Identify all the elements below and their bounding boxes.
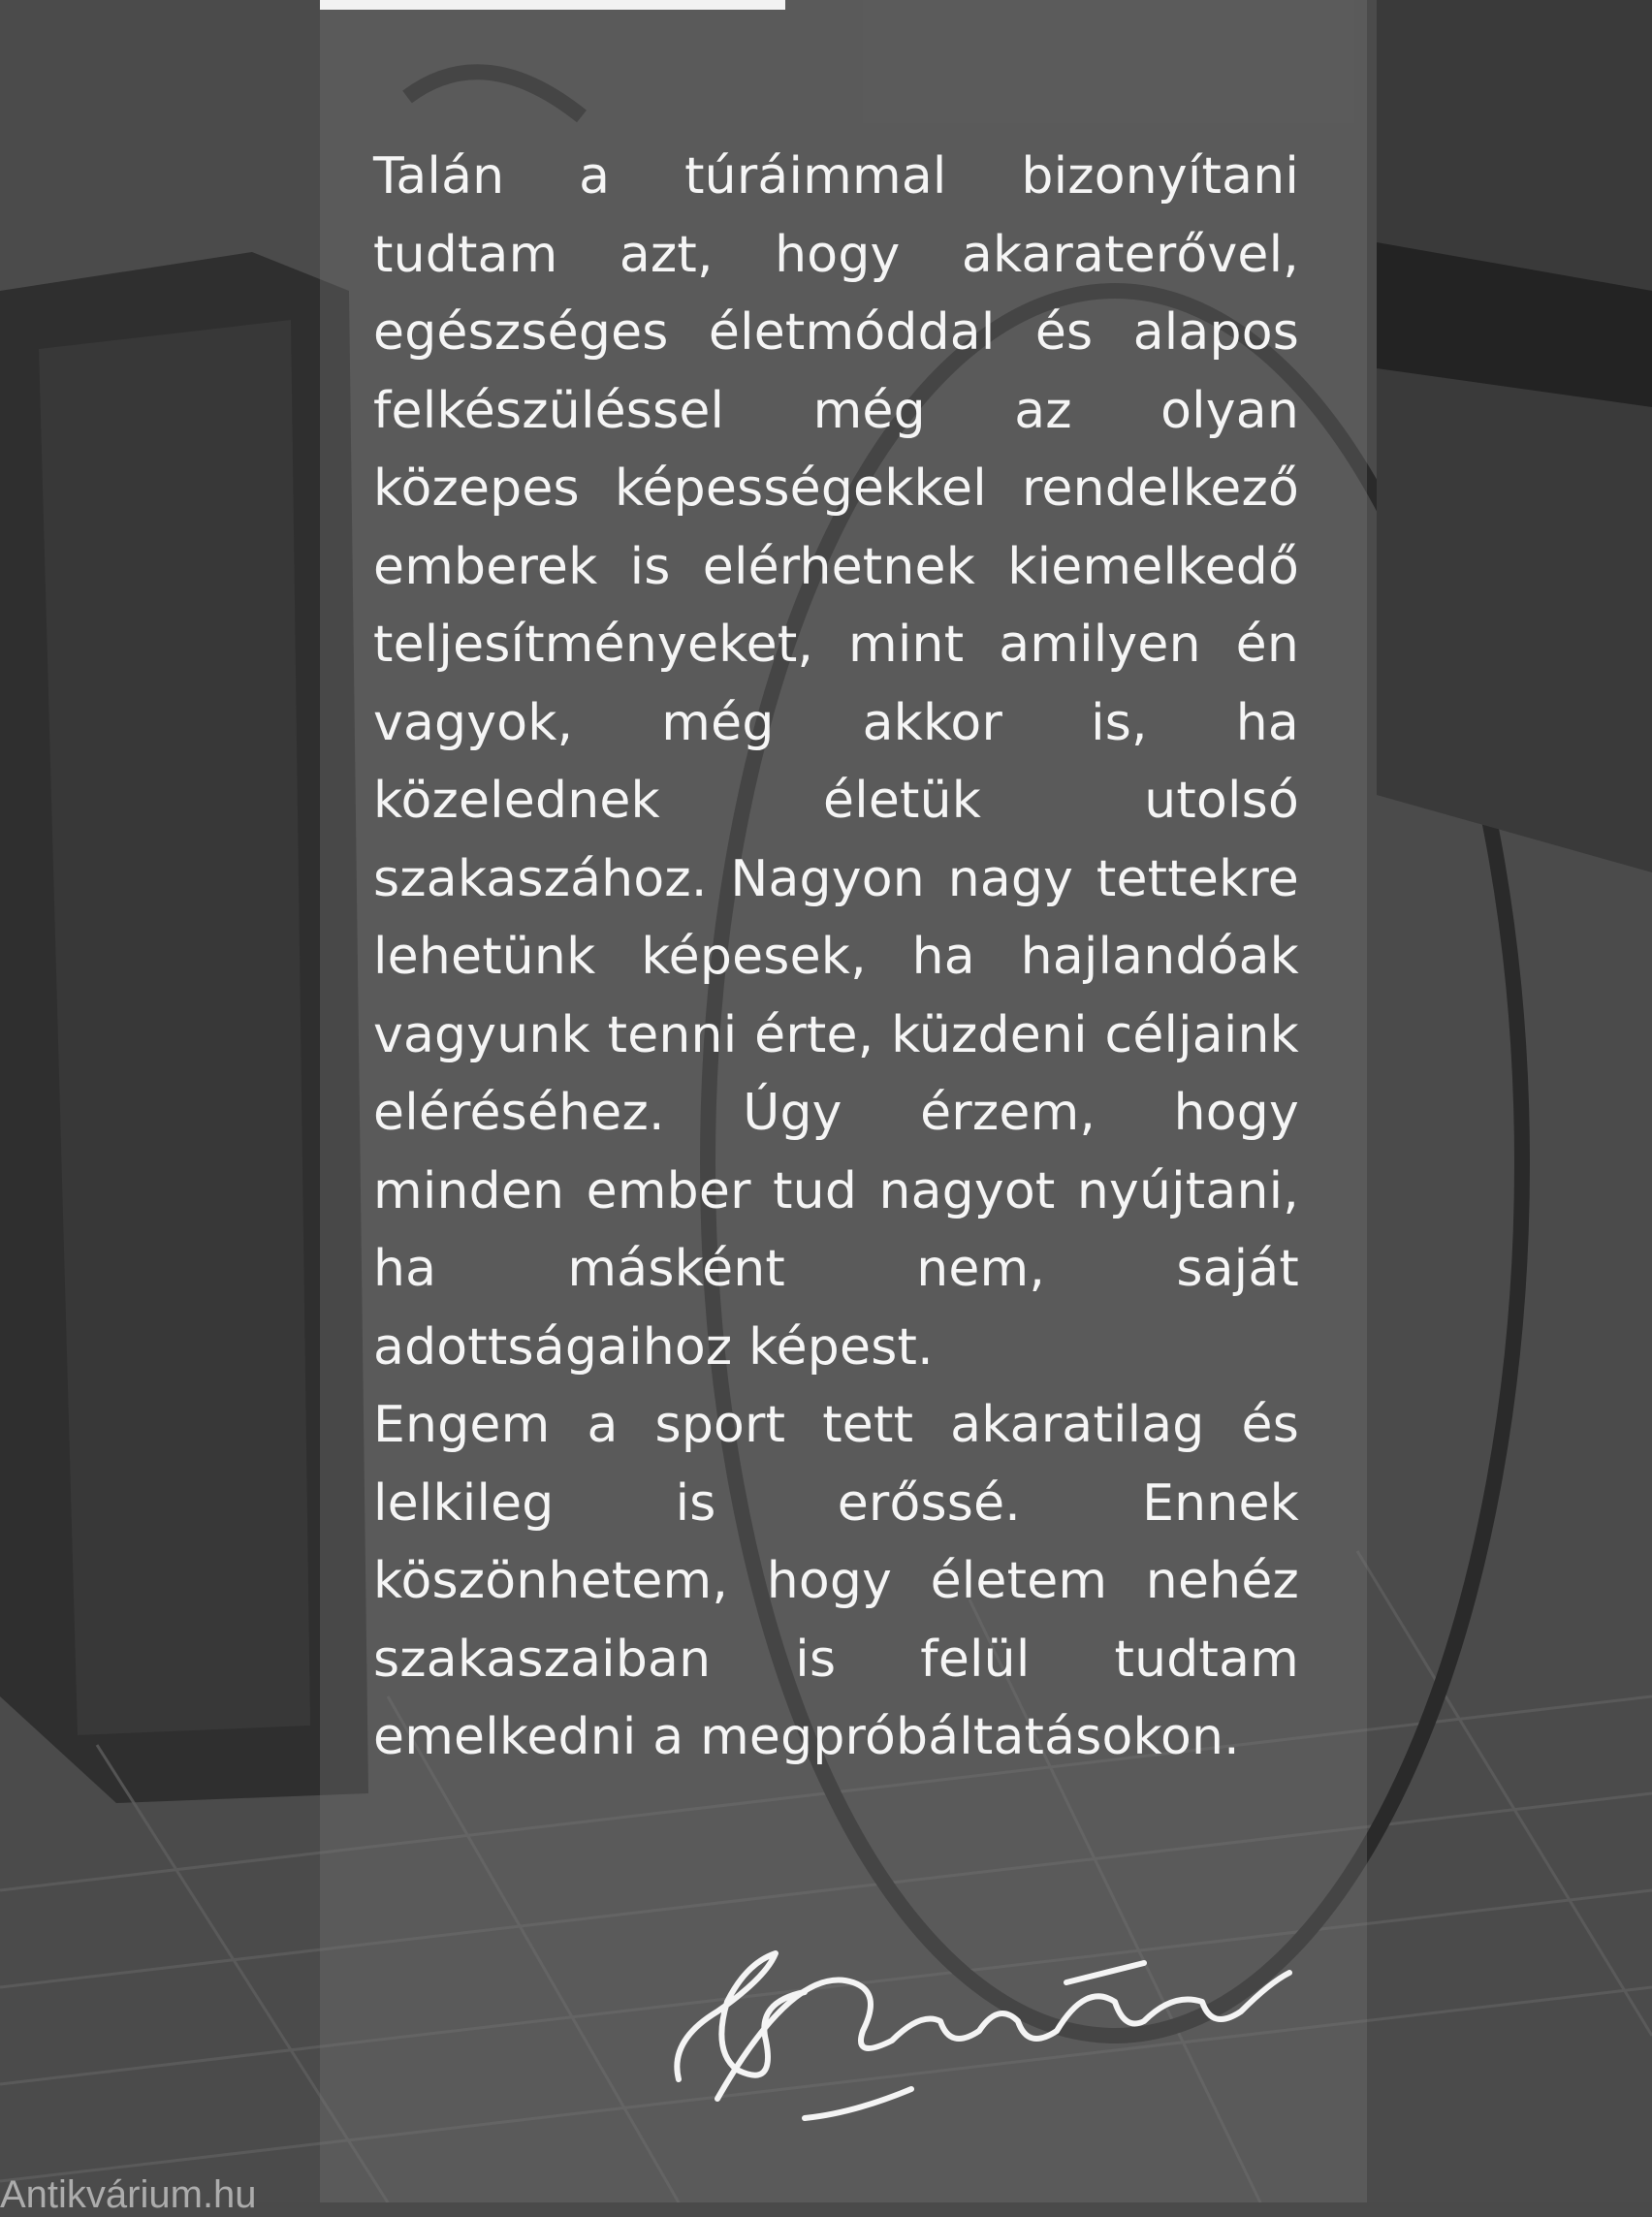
handwritten-signature	[659, 1924, 1318, 2128]
paragraph-1: Talán a túráimmal bizonyítani tudtam azt, hogy akaraterővel, egészséges életmóddal és alapos felkészüléssel még az olyan közepes képességekkel rendelkező emberek is elérhetnek kiemelkedő teljesítményeket, mint amilyen én vagyok, még akkor is, ha közelednek életük utolsó szakaszához. Nagyon nagy tettekre lehetünk képesek, ha hajlandóak vagyunk tenni érte, küzdeni céljaink eléréséhez. Úgy érzem, hogy minden ember tud nagyot nyújtani, ha másként nem, saját adottságaihoz képest.	[373, 147, 1299, 1377]
body-text	[373, 138, 1299, 1777]
top-bar	[320, 0, 785, 10]
paragraph-2: Engem a sport tett akaratilag és lelkileg is erőssé. Ennek köszönhetem, hogy életem nehéz szakaszaiban is felül tudtam emelkedni a megpróbáltatásokon.	[373, 1396, 1299, 1766]
watermark: Antikvárium.hu	[0, 2173, 257, 2216]
